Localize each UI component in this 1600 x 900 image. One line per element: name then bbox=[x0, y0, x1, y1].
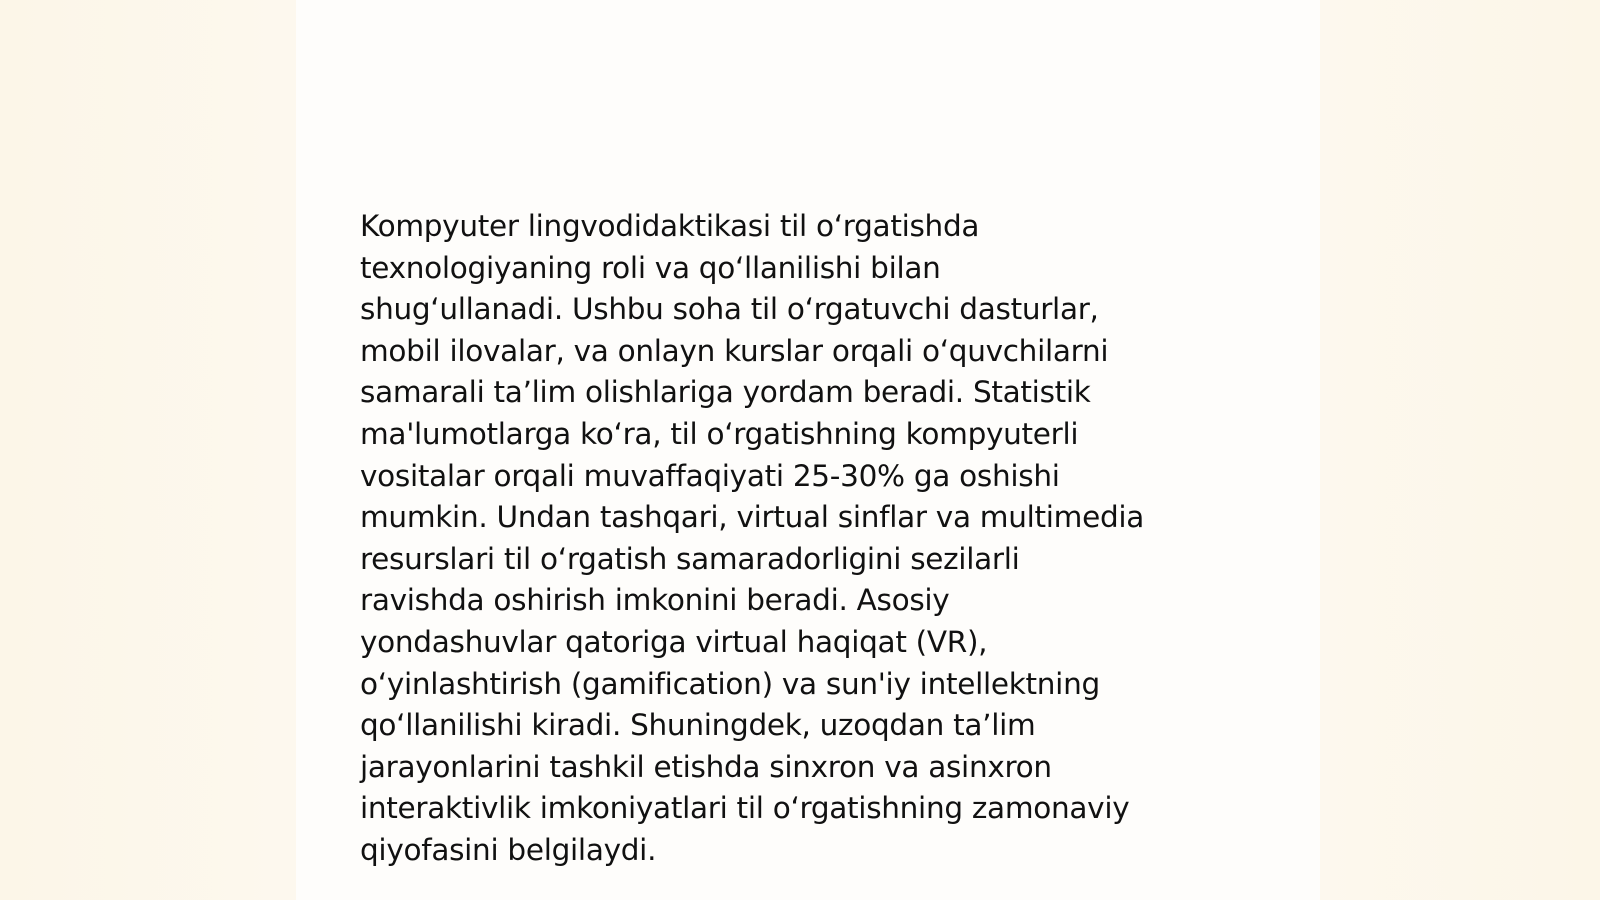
document-page bbox=[296, 0, 1320, 900]
paragraph-line: qo‘llanilishi kiradi. Shuningdek, uzoqdan ta’lim bbox=[360, 708, 1036, 743]
paragraph-line: resurslari til o‘rgatish samaradorligini sezilarli bbox=[360, 541, 1020, 576]
paragraph-line: ma'lumotlarga ko‘ra, til o‘rgatishning kompyuterli bbox=[360, 416, 1079, 451]
paragraph-line: o‘yinlashtirish (gamification) va sun'iy intellektning bbox=[360, 666, 1100, 701]
body-paragraph bbox=[360, 206, 1260, 872]
paragraph-line: samarali ta’lim olishlariga yordam beradi. Statistik bbox=[360, 375, 1091, 410]
paragraph-line: vositalar orqali muvaffaqiyati 25-30% ga oshishi bbox=[360, 458, 1060, 493]
paragraph-line: yondashuvlar qatoriga virtual haqiqat (VR), bbox=[360, 624, 988, 659]
paragraph-line: qiyofasini belgilaydi. bbox=[360, 832, 657, 867]
paragraph-line: texnologiyaning roli va qo‘llanilishi bilan bbox=[360, 250, 941, 285]
paragraph-line: shug‘ullanadi. Ushbu soha til o‘rgatuvchi dasturlar, bbox=[360, 292, 1099, 327]
paragraph-line: ravishda oshirish imkonini beradi. Asosiy bbox=[360, 583, 950, 618]
paragraph-line: Kompyuter lingvodidaktikasi til o‘rgatishda bbox=[360, 209, 980, 243]
paragraph-line: jarayonlarini tashkil etishda sinxron va asinxron bbox=[360, 749, 1052, 784]
paragraph-line: mobil ilovalar, va onlayn kurslar orqali o‘quvchilarni bbox=[360, 333, 1109, 368]
paragraph-line: mumkin. Undan tashqari, virtual sinflar va multimedia bbox=[360, 500, 1145, 535]
paragraph-line: interaktivlik imkoniyatlari til o‘rgatishning zamonaviy bbox=[360, 791, 1130, 826]
